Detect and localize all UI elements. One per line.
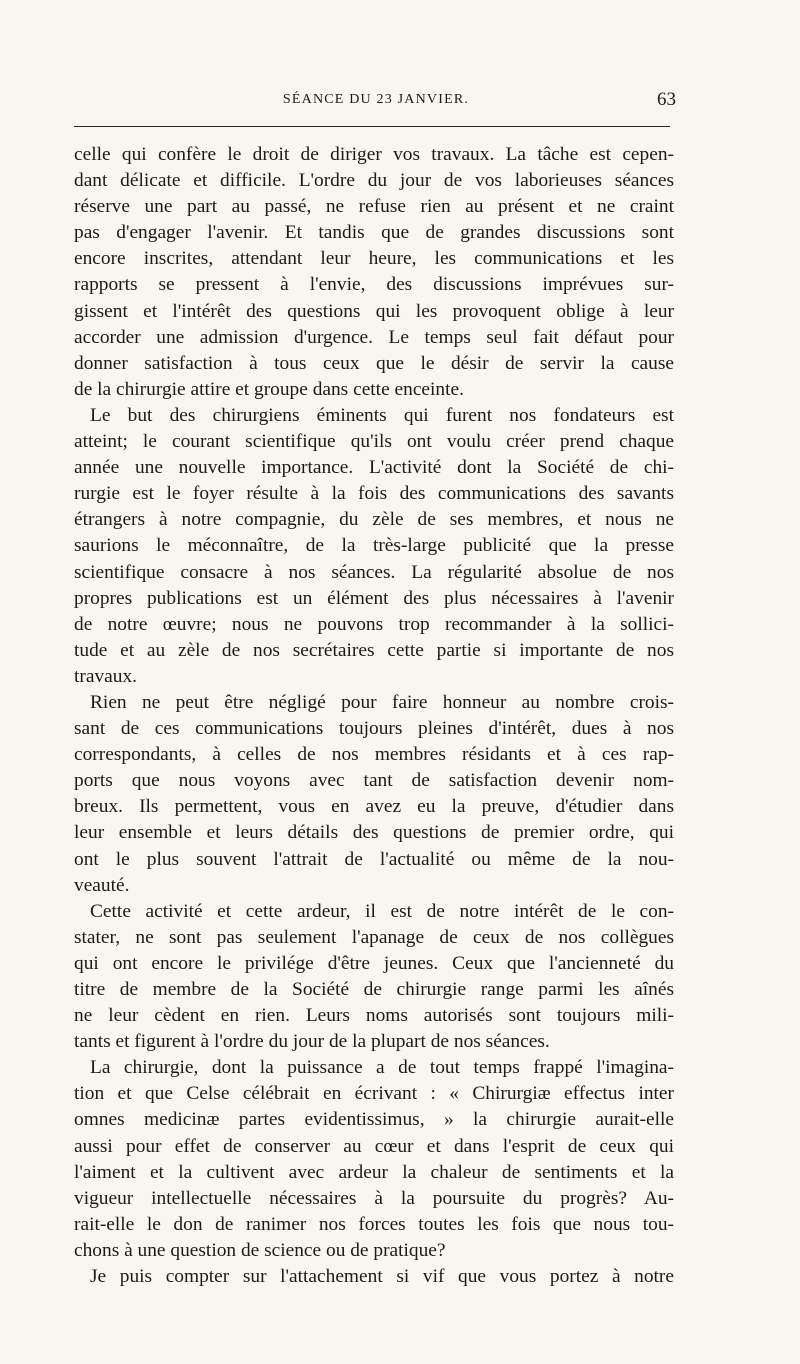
text-line: atteint; le courant scientifique qu'ils ont voulu créer prend chaque xyxy=(74,431,674,453)
text-line: Cette activité et cette ardeur, il est de notre intérêt de le con- xyxy=(90,900,674,922)
text-line: ports que nous voyons avec tant de satisfaction devenir nom- xyxy=(74,770,674,792)
text-line: ne leur cèdent en rien. Leurs noms autorisés sont toujours mili- xyxy=(74,1005,674,1027)
page-number: 63 xyxy=(657,89,676,110)
text-line: chons à une question de science ou de pratique? xyxy=(74,1239,446,1261)
text-line: de la chirurgie attire et groupe dans cette enceinte. xyxy=(74,378,464,400)
text-line: scientifique consacre à nos séances. La régularité absolue de nos xyxy=(74,561,674,583)
text-line: dant délicate et difficile. L'ordre du jour de vos laborieuses séances xyxy=(74,170,674,192)
text-line: titre de membre de la Société de chirurgie range parmi les aînés xyxy=(74,979,674,1000)
text-line: rurgie est le foyer résulte à la fois des communications des savants xyxy=(74,483,674,505)
text-line: tants et figurent à l'ordre du jour de la plupart de nos séances. xyxy=(74,1031,550,1053)
text-line: omnes medicinæ partes evidentissimus, » la chirurgie aurait-elle xyxy=(74,1109,674,1131)
text-line: rapports se pressent à l'envie, des discussions imprévues sur- xyxy=(74,274,674,296)
text-line: vigueur intellectuelle nécessaires à la poursuite du progrès? Au- xyxy=(74,1187,674,1209)
header-rule xyxy=(74,126,670,127)
text-line: qui ont encore le privilége d'être jeunes. Ceux que l'ancienneté du xyxy=(74,952,674,974)
text-line: accorder une admission d'urgence. Le temps seul fait défaut pour xyxy=(74,326,674,348)
text-line: La chirurgie, dont la puissance a de tout temps frappé l'imagina- xyxy=(90,1057,674,1079)
text-line: ont le plus souvent l'attrait de l'actualité ou même de la nou- xyxy=(74,848,674,870)
text-line: celle qui confère le droit de diriger vos travaux. La tâche est cepen- xyxy=(74,144,674,165)
text-line: année une nouvelle importance. L'activité dont la Société de chi- xyxy=(74,457,674,479)
text-line: gissent et l'intérêt des questions qui les provoquent oblige à leur xyxy=(74,300,674,322)
text-line: sant de ces communications toujours pleines d'intérêt, dues à nos xyxy=(74,718,674,740)
text-line: travaux. xyxy=(74,665,137,687)
text-line: aussi pour effet de conserver au cœur et dans l'esprit de ceux qui xyxy=(74,1135,674,1157)
text-line: tion et que Celse célébrait en écrivant : « Chirurgiæ effectus inter xyxy=(74,1083,674,1105)
text-line: pas d'engager l'avenir. Et tandis que de grandes discussions sont xyxy=(74,222,674,244)
text-line: stater, ne sont pas seulement l'apanage de ceux de nos collègues xyxy=(74,926,674,948)
text-line: réserve une part au passé, ne refuse rien au présent et ne craint xyxy=(74,196,674,218)
text-line: correspondants, à celles de nos membres résidants et à ces rap- xyxy=(74,744,674,766)
text-line: veauté. xyxy=(74,874,130,896)
text-line: Rien ne peut être négligé pour faire honneur au nombre crois- xyxy=(90,691,674,713)
text-line: saurions le méconnaître, de la très-large publicité que la presse xyxy=(74,535,674,557)
text-line: encore inscrites, attendant leur heure, les communications et les xyxy=(74,248,674,270)
running-title: SÉANCE DU 23 JANVIER. xyxy=(282,92,470,107)
text-line: tude et au zèle de nos secrétaires cette partie si importante de nos xyxy=(74,639,674,661)
text-line: propres publications est un élément des plus nécessaires à l'avenir xyxy=(74,587,674,609)
text-line: donner satisfaction à tous ceux que le désir de servir la cause xyxy=(74,352,674,374)
running-head xyxy=(74,88,678,112)
text-line: de notre œuvre; nous ne pouvons trop recommander à la sollici- xyxy=(74,613,674,635)
text-line: leur ensemble et leurs détails des questions de premier ordre, qui xyxy=(74,822,674,844)
body-text xyxy=(74,142,674,1290)
text-line: Je puis compter sur l'attachement si vif que vous portez à notre xyxy=(90,1266,674,1288)
text-line: rait-elle le don de ranimer nos forces toutes les fois que nous tou- xyxy=(74,1213,674,1235)
text-line: l'aiment et la cultivent avec ardeur la chaleur de sentiments et la xyxy=(74,1161,674,1183)
text-line: étrangers à notre compagnie, du zèle de ses membres, et nous ne xyxy=(74,509,674,531)
text-line: Le but des chirurgiens éminents qui furent nos fondateurs est xyxy=(90,404,674,426)
text-line: breux. Ils permettent, vous en avez eu la preuve, d'étudier dans xyxy=(74,796,674,818)
